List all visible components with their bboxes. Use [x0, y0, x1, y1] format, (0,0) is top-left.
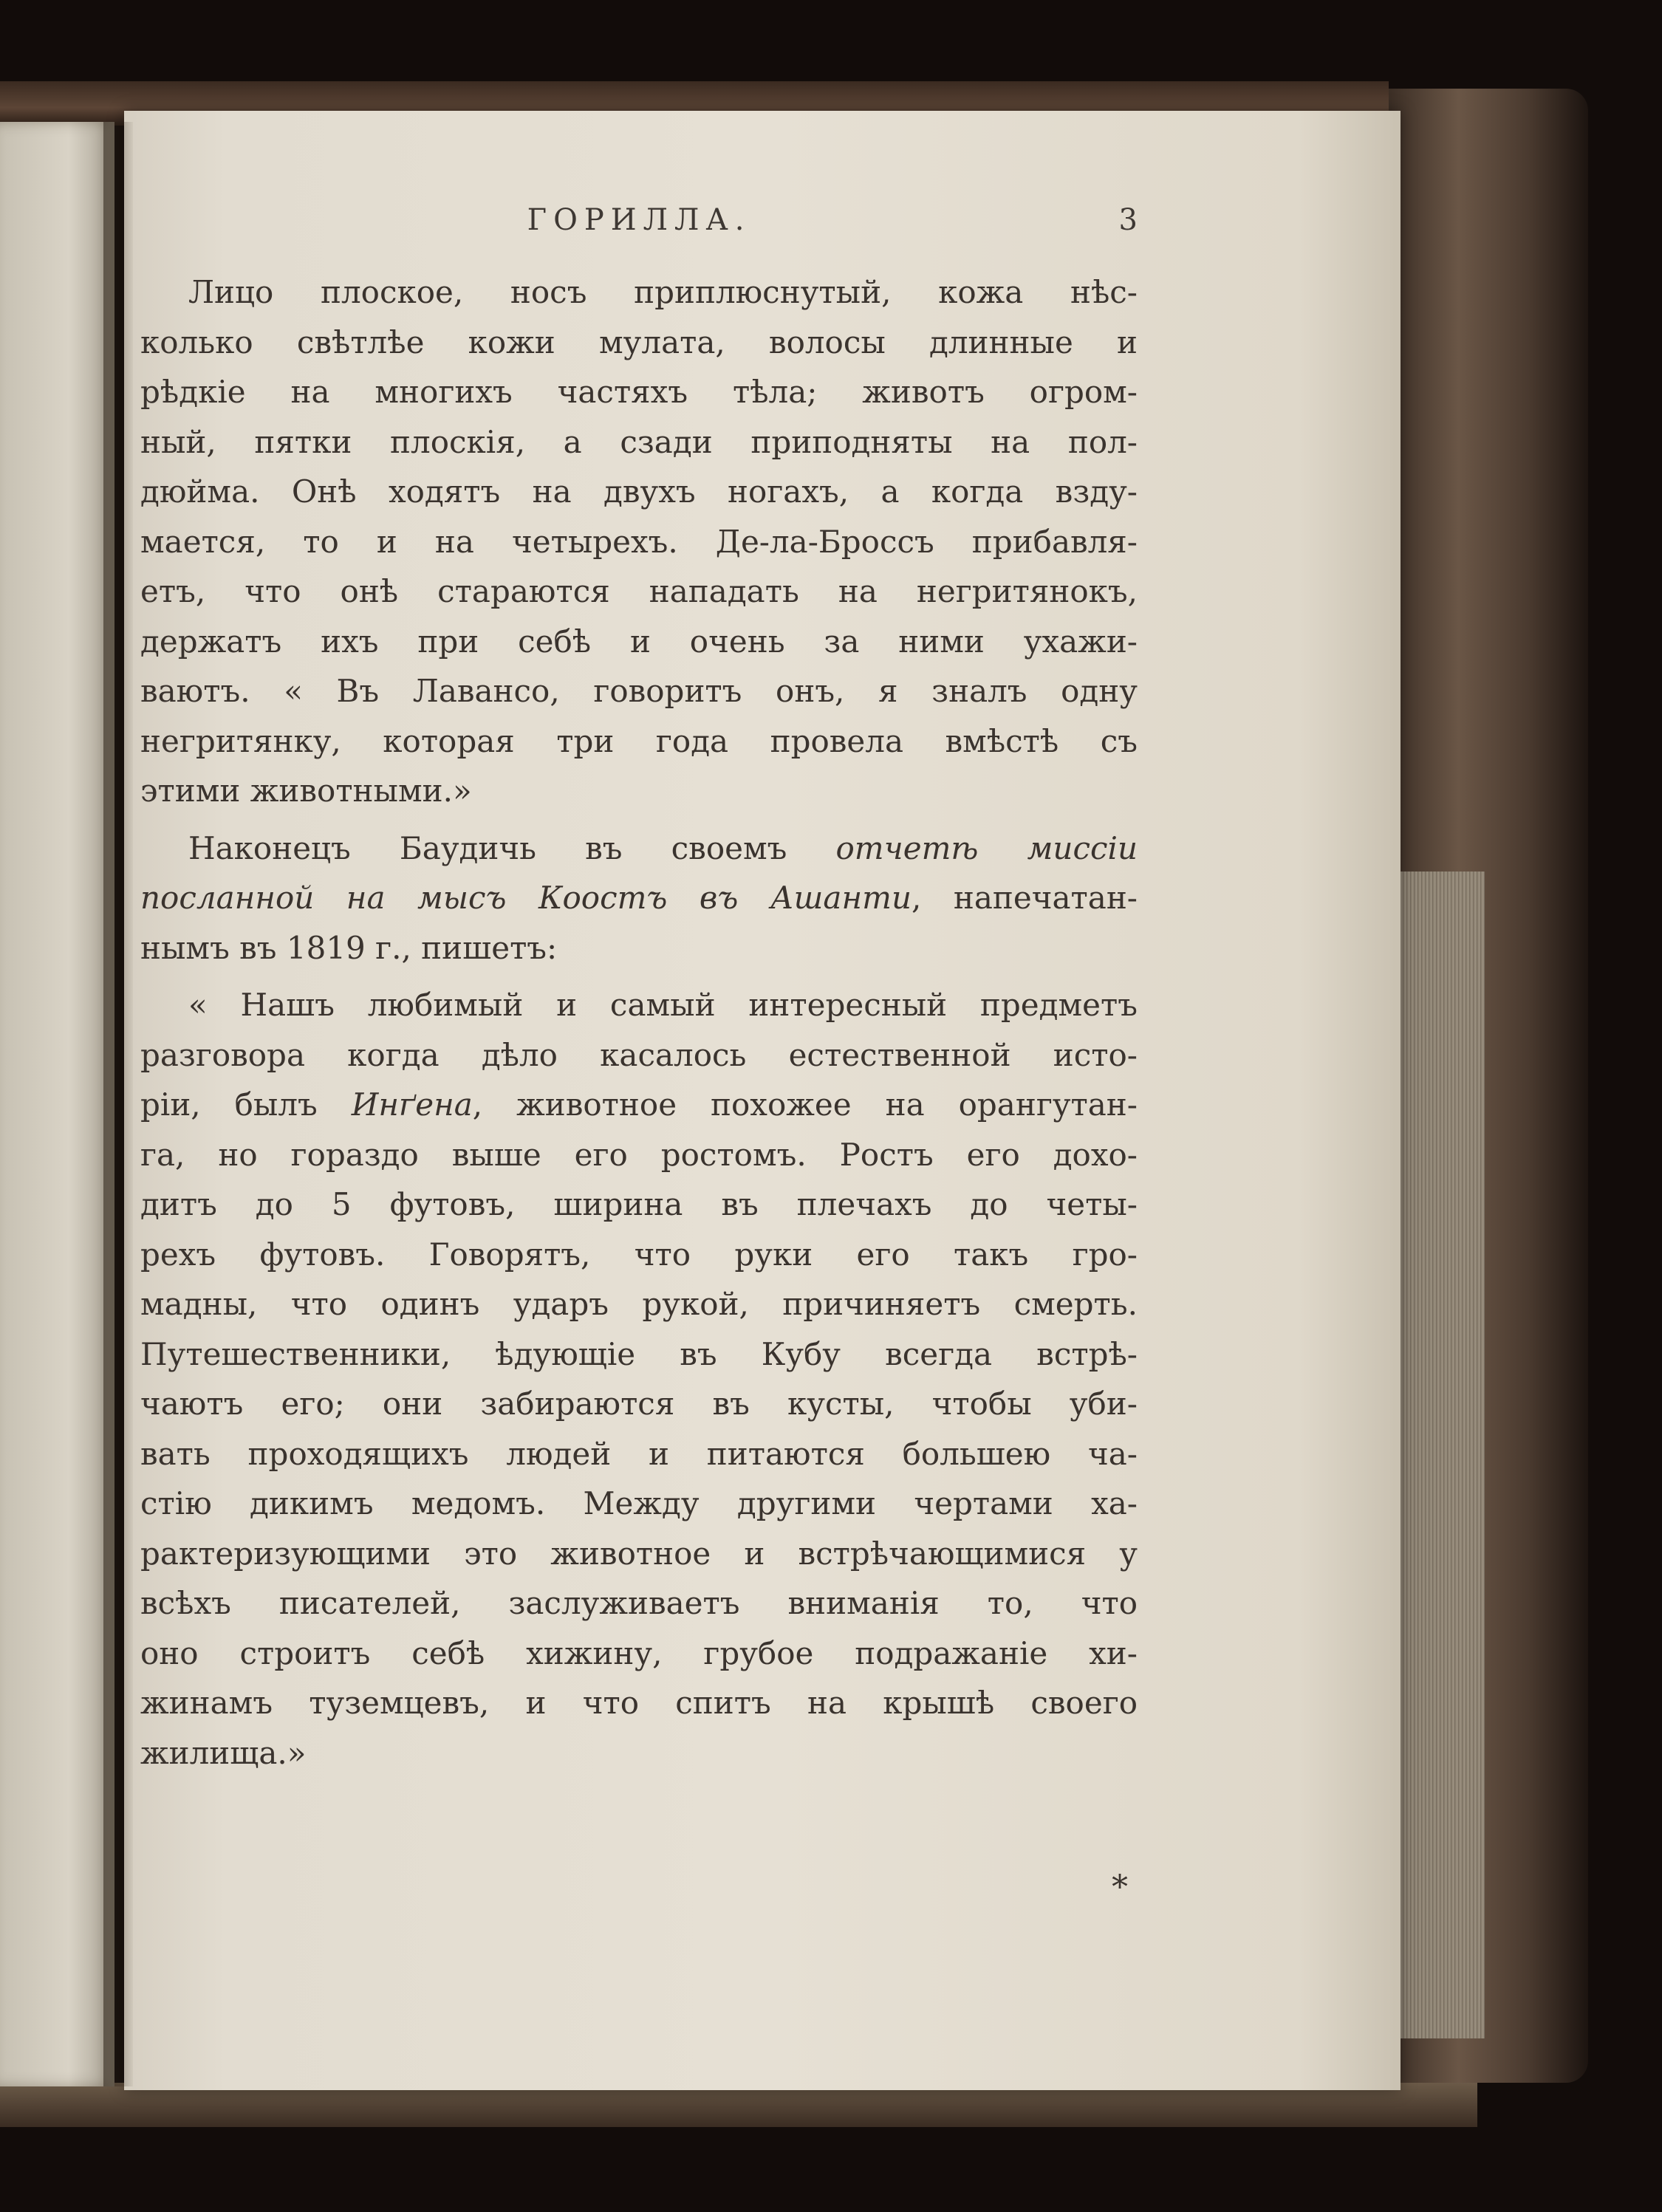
- text-line: негритянку, которая три года провела вмѣстѣ съ: [140, 722, 1138, 759]
- text-line: Путешественники, ѣдующіе въ Кубу всегда встрѣ-: [140, 1335, 1138, 1372]
- text-line: стію дикимъ медомъ. Между другими чертами ха-: [140, 1485, 1138, 1521]
- text-line: Лицо плоское, носъ приплюснутый, кожа нѣс-: [188, 274, 1138, 310]
- body-text: [140, 267, 1138, 1778]
- text-line: колько свѣтлѣе кожи мулата, волосы длинные и: [140, 323, 1138, 360]
- running-title: ГОРИЛЛА.: [527, 203, 751, 237]
- text-line: ваютъ. « Въ Лавансо, говоритъ онъ, я зналъ одну: [140, 673, 1138, 709]
- text-line: этими животными.»: [140, 773, 472, 809]
- text-line: разговора когда дѣло касалось естественной исто-: [140, 1036, 1138, 1073]
- text-line: нымъ въ 1819 г., пишетъ:: [140, 929, 558, 966]
- text-line: га, но гораздо выше его ростомъ. Ростъ его дохо-: [140, 1136, 1138, 1173]
- text-run: , животное похожее на орангутан-: [472, 1086, 1138, 1123]
- italic-title-run: посланной на мысъ Коостъ въ Ашанти: [140, 880, 912, 916]
- text-line: рѣдкіе на многихъ частяхъ тѣла; животъ огром-: [140, 374, 1138, 410]
- text-line: мается, то и на четырехъ. Де-ла-Броссъ прибавля-: [140, 523, 1138, 560]
- page-block-edge: [1396, 872, 1485, 2038]
- page-number: 3: [1118, 203, 1138, 237]
- text-line: [140, 1080, 1138, 1130]
- left-page: [0, 122, 114, 2086]
- italic-name-run: Инґена: [351, 1086, 473, 1123]
- paragraph-1: [140, 267, 1138, 816]
- running-head: [140, 203, 1138, 247]
- text-run: ріи, былъ: [140, 1086, 352, 1123]
- text-line: держатъ ихъ при себѣ и очень за ними ухажи-: [140, 623, 1138, 660]
- text-line: етъ, что онѣ стараются нападать на негритянокъ,: [140, 573, 1138, 609]
- text-line: оно строитъ себѣ хижину, грубое подражаніе хи-: [140, 1634, 1138, 1671]
- spine-shadow: [103, 122, 133, 2086]
- text-run: , напечатан-: [912, 880, 1138, 916]
- text-line: рактеризующими это животное и встрѣчающимися у: [140, 1535, 1138, 1572]
- text-line: чаютъ его; они забираются въ кусты, чтобы уби-: [140, 1386, 1138, 1422]
- text-line: жинамъ туземцевъ, и что спитъ на крышѣ своего: [140, 1685, 1138, 1721]
- text-line: дитъ до 5 футовъ, ширина въ плечахъ до четы-: [140, 1186, 1138, 1222]
- text-line: ный, пятки плоскія, а сзади приподняты на пол-: [140, 423, 1138, 460]
- text-line: дюйма. Онѣ ходятъ на двухъ ногахъ, а когда взду-: [140, 473, 1138, 510]
- text-line: жилища.»: [140, 1734, 307, 1771]
- text-line: [140, 823, 1138, 874]
- text-run: Наконецъ Баудичь въ своемъ: [188, 829, 836, 866]
- text-line: « Нашъ любимый и самый интересный предметъ: [188, 987, 1138, 1023]
- paragraph-3: [140, 980, 1138, 1778]
- text-line: всѣхъ писателей, заслуживаетъ вниманія то, что: [140, 1585, 1138, 1621]
- text-line: мадны, что одинъ ударъ рукой, причиняетъ смерть.: [140, 1286, 1138, 1322]
- section-ornament: *: [1112, 1869, 1128, 1906]
- paragraph-2: [140, 823, 1138, 973]
- italic-title-run: отчетѣ миссіи: [835, 829, 1138, 866]
- text-line: рехъ футовъ. Говорятъ, что руки его такъ гро-: [140, 1236, 1138, 1273]
- text-line: [140, 873, 1138, 923]
- text-line: вать проходящихъ людей и питаются большею ча-: [140, 1435, 1138, 1472]
